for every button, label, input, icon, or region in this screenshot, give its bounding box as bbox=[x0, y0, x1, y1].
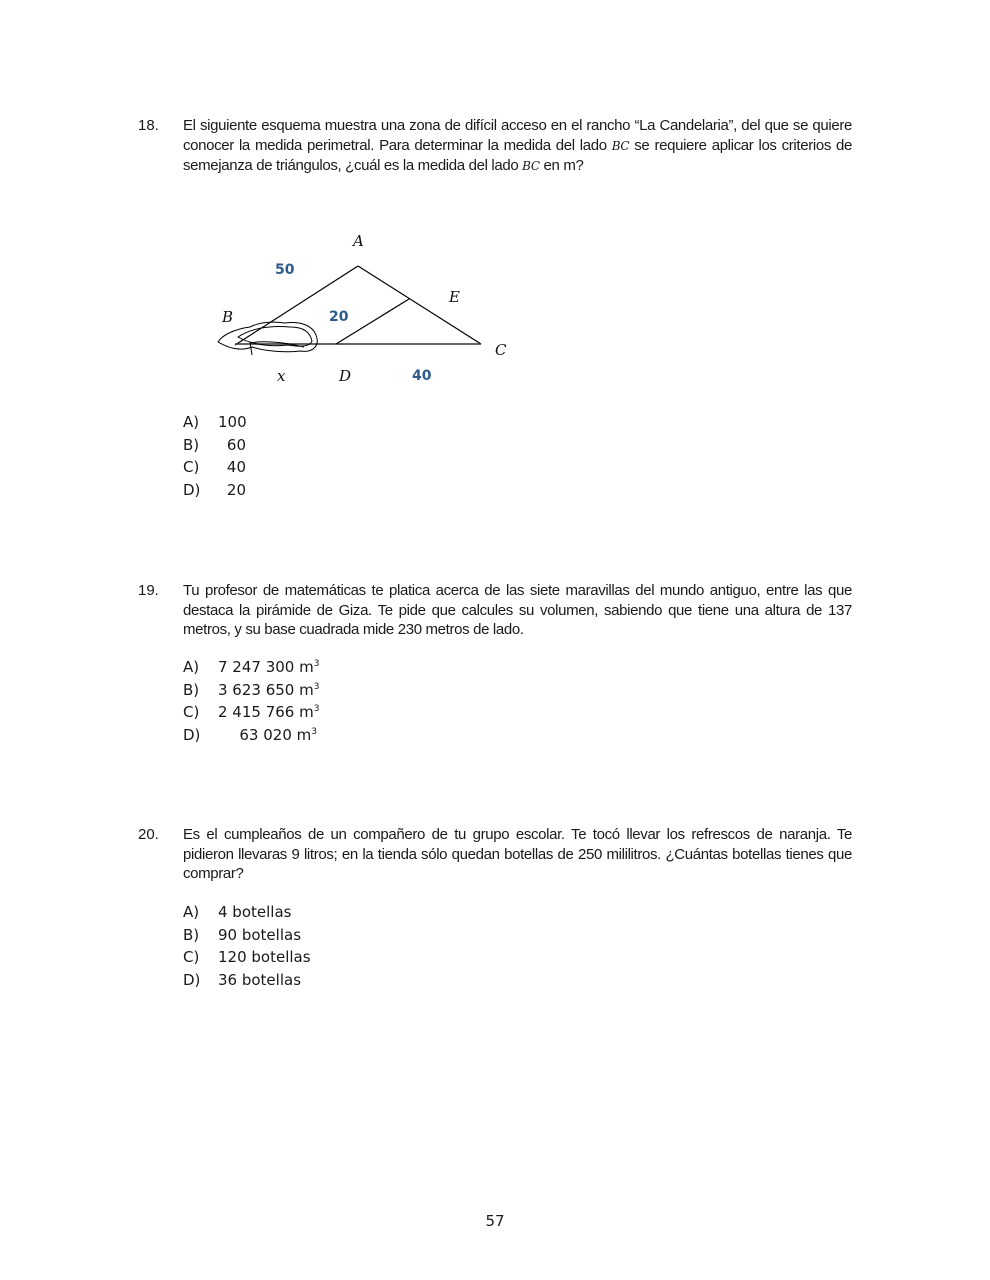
question-text: El siguiente esquema muestra una zona de difícil acceso en el rancho “La Candelaria”, del que se quiere conocer la medida perimetral. Para determinar la medida del lado BC se requiere aplicar los criterios de semejanza de triángulos, ¿cuál es la medida del lado BC en m? bbox=[183, 117, 852, 174]
measure-dc: 40 bbox=[412, 368, 432, 384]
question-20 bbox=[138, 825, 852, 884]
question-text: Tu profesor de matemáticas te platica acerca de las siete maravillas del mundo antiguo, entre las que destaca la pirámide de Giza. Te pide que calcules su volumen, sabiendo que tiene una altura de 137 metros, y su base cuadrada mide 230 metros de lado. bbox=[183, 582, 852, 638]
vertex-b-label: B bbox=[222, 308, 234, 326]
triangle-diagram bbox=[200, 225, 530, 395]
segment-bc: BC bbox=[522, 159, 540, 173]
triangle-figure bbox=[200, 225, 530, 395]
page-number: 57 bbox=[485, 1212, 505, 1230]
question-18 bbox=[138, 116, 852, 177]
unknown-x-label: x bbox=[277, 367, 286, 385]
question-number: 20. bbox=[138, 826, 159, 843]
question-number: 19. bbox=[138, 582, 159, 599]
vertex-c-label: C bbox=[495, 341, 507, 359]
segment-bc: BC bbox=[611, 138, 630, 153]
vertex-d-label: D bbox=[339, 367, 352, 385]
vertex-e-label: E bbox=[449, 288, 460, 306]
question-text: Es el cumpleaños de un compañero de tu grupo escolar. Te tocó llevar los refrescos de naranja. Te pidieron llevaras 9 litros; en la tienda sólo quedan botellas de 250 mililitros. ¿Cuántas botellas tienes que comprar? bbox=[183, 826, 852, 882]
measure-ab: 50 bbox=[275, 262, 295, 278]
measure-de: 20 bbox=[329, 309, 349, 325]
vertex-a-label: A bbox=[353, 232, 364, 250]
question-19 bbox=[138, 581, 852, 640]
question-number: 18. bbox=[138, 117, 159, 134]
